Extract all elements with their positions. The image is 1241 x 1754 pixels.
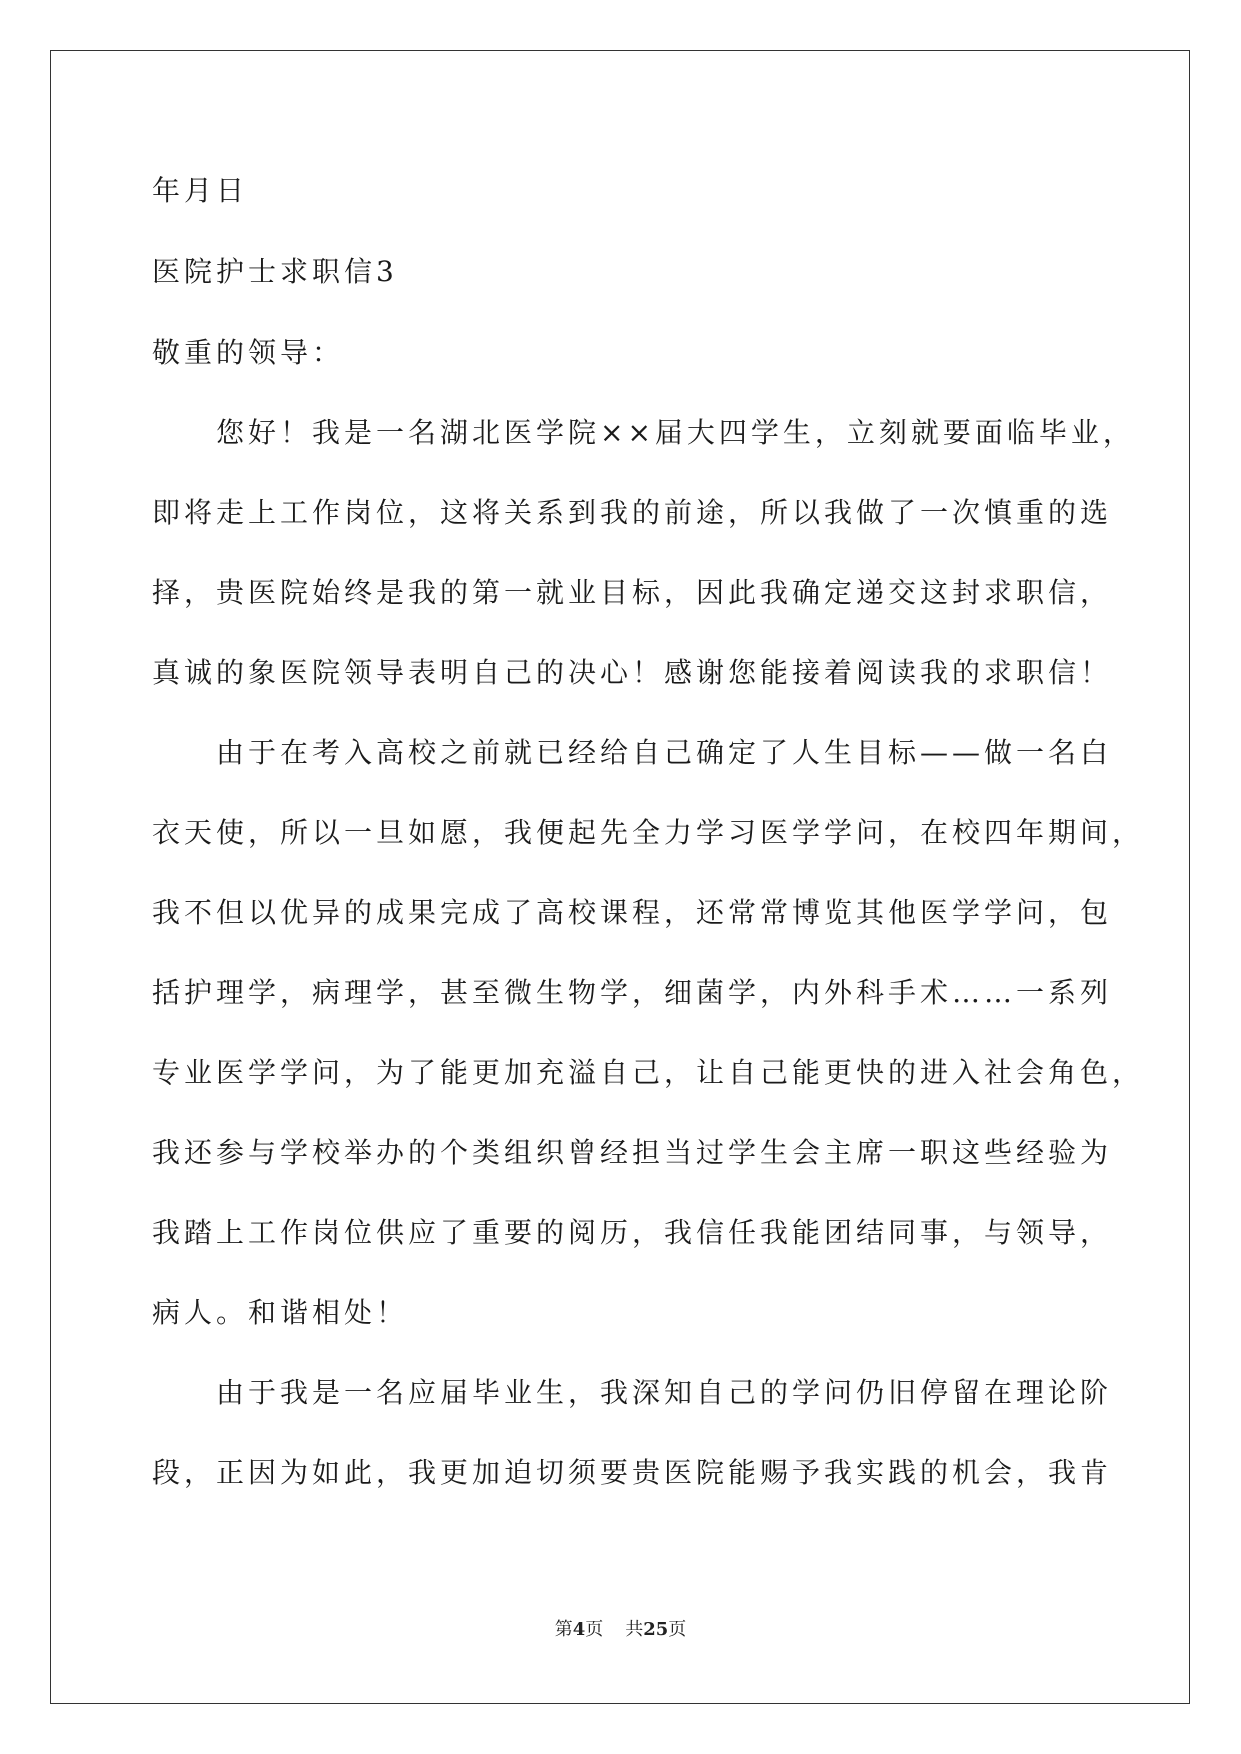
paragraph-3 bbox=[152, 1353, 1113, 1513]
text-line: 即将走上工作岗位，这将关系到我的前途，所以我做了一次慎重的选 bbox=[152, 496, 1113, 529]
page-suffix: 页 bbox=[585, 1619, 604, 1640]
text-line: 由于在考入高校之前就已经给自己确定了人生目标——做一名白 bbox=[216, 736, 1113, 769]
date-line: 年月日 bbox=[152, 174, 249, 207]
page-prefix: 第 bbox=[554, 1619, 573, 1640]
salutation: 敬重的领导： bbox=[152, 336, 345, 369]
total-suffix: 页 bbox=[668, 1619, 687, 1640]
text-line: 您好！我是一名湖北医学院××届大四学生，立刻就要面临毕业， bbox=[216, 416, 1135, 449]
letter-title: 医院护士求职信3 bbox=[152, 255, 398, 288]
text-line: 我不但以优异的成果完成了高校课程，还常常博览其他医学学问，包 bbox=[152, 896, 1113, 929]
text-line: 段，正因为如此，我更加迫切须要贵医院能赐予我实践的机会，我肯 bbox=[152, 1456, 1113, 1489]
text-line: 我踏上工作岗位供应了重要的阅历，我信任我能团结同事，与领导， bbox=[152, 1216, 1113, 1249]
page-number: 4 bbox=[572, 1619, 586, 1640]
text-line: 病人。和谐相处！ bbox=[152, 1296, 409, 1329]
total-pages: 25 bbox=[643, 1619, 669, 1640]
text-line: 括护理学，病理学，甚至微生物学，细菌学，内外科手术……一系列 bbox=[152, 976, 1113, 1009]
paragraph-1 bbox=[152, 393, 1135, 713]
text-line: 专业医学学问，为了能更加充溢自己，让自己能更快的进入社会角色， bbox=[152, 1056, 1145, 1089]
paragraph-2 bbox=[152, 713, 1145, 1353]
text-line: 择，贵医院始终是我的第一就业目标，因此我确定递交这封求职信， bbox=[152, 576, 1113, 609]
text-line: 衣天使，所以一旦如愿，我便起先全力学习医学学问，在校四年期间， bbox=[152, 816, 1145, 849]
text-line: 真诚的象医院领导表明自己的决心！感谢您能接着阅读我的求职信！ bbox=[152, 656, 1113, 689]
total-prefix: 共 bbox=[625, 1619, 644, 1640]
text-line: 我还参与学校举办的个类组织曾经担当过学生会主席一职这些经验为 bbox=[152, 1136, 1113, 1169]
letter-body bbox=[152, 150, 1145, 1513]
page-footer bbox=[0, 1618, 1241, 1642]
text-line: 由于我是一名应届毕业生，我深知自己的学问仍旧停留在理论阶 bbox=[216, 1376, 1113, 1409]
